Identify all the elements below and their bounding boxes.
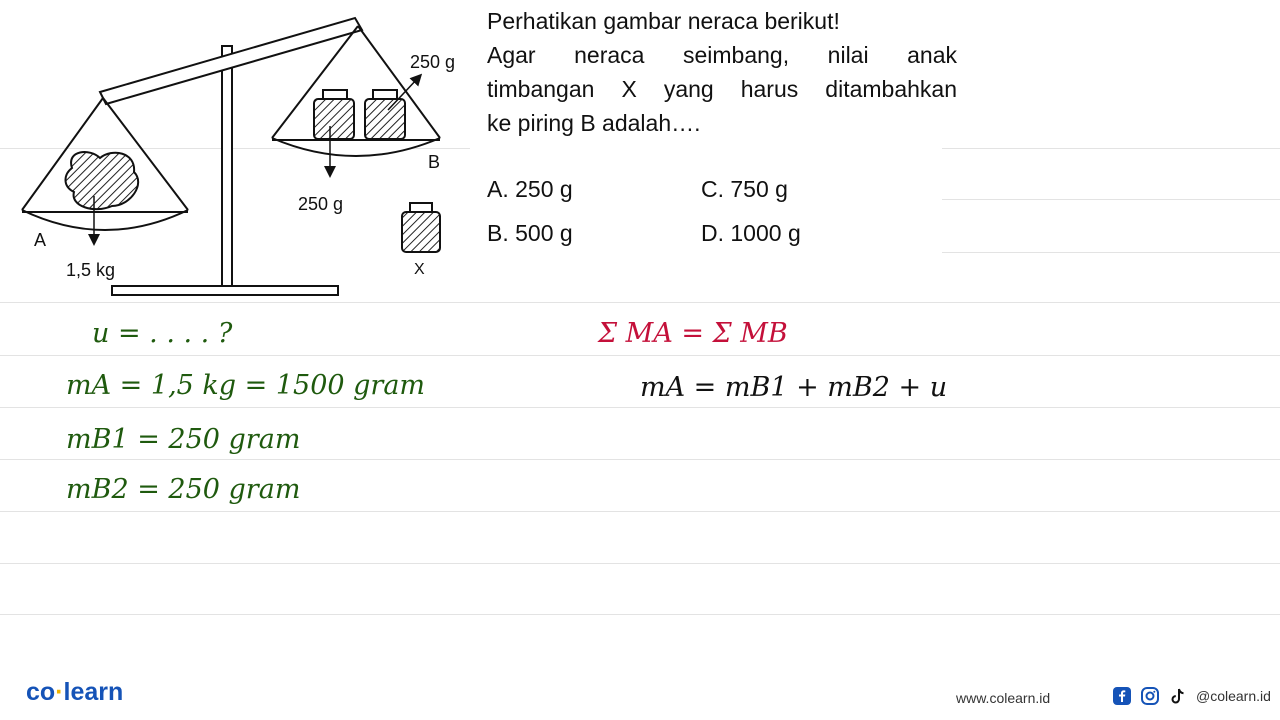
balance-diagram [0,0,480,305]
logo-text: learn [63,678,124,706]
option-a: A. 250 g [487,176,573,202]
logo-text: co [26,678,56,706]
balance-stand [222,46,232,286]
label-x: X [414,261,425,278]
ruled-line [0,563,1280,564]
question-text [487,4,957,140]
ruled-line [0,459,1280,460]
question-line: Perhatikan gambar neraca berikut! [487,8,840,34]
label-a: A [34,230,47,250]
balance-base [112,286,338,295]
ruled-line [0,407,1280,408]
ruled-line [942,252,1280,253]
work-mass-a: mA = 1,5 kg = 1500 gram [66,370,426,401]
option-b: B. 500 g [487,220,573,246]
mass-a-label: 1,5 kg [66,260,116,280]
ruled-line [942,199,1280,200]
website-link[interactable]: www.colearn.id [956,690,1051,706]
ruled-line [942,148,1280,149]
facebook-icon[interactable] [1112,686,1132,706]
social-links [1112,686,1271,706]
tiktok-icon[interactable] [1168,686,1188,706]
work-equation: mA = mB1 + mB2 + u [640,372,948,403]
ruled-line [0,355,1280,356]
mass-b1-label: 250 g [410,52,456,72]
logo-dot: · [55,678,64,706]
question-line: ke piring B adalah…. [487,110,701,136]
work-mass-b2: mB2 = 250 gram [66,474,301,505]
social-handle: @colearn.id [1196,688,1271,704]
question-line: timbangan X yang harus ditambahkan [487,76,957,102]
colearn-logo [26,678,123,707]
option-d: D. 1000 g [701,220,801,246]
instagram-icon[interactable] [1140,686,1160,706]
work-equilibrium: Σ MA = Σ MB [598,318,788,349]
label-b: B [428,152,441,172]
work-unknown: u = . . . . ? [92,318,233,349]
option-c: C. 750 g [701,176,788,202]
work-mass-b1: mB1 = 250 gram [66,424,301,455]
weight-x [402,203,440,252]
rock-mass-a [66,152,139,209]
weight-b1 [314,90,354,139]
ruled-line [0,511,1280,512]
mass-b2-label: 250 g [298,194,344,214]
question-line: Agar neraca seimbang, nilai anak [487,42,957,68]
ruled-line [0,614,1280,615]
